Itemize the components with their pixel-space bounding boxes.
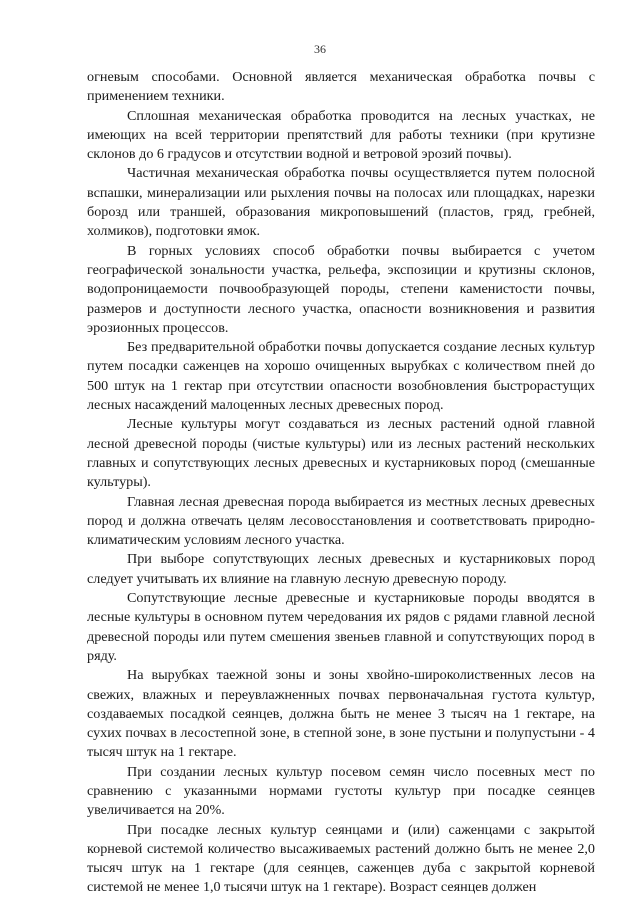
paragraph: Без предварительной обработки почвы допускается создание лесных культур путем посадки саженцев на хорошо очищенных вырубках с количеством пней до 500 штук на 1 гектар при отсутствии опасности возобновления быстрорастущих лесных насаждений малоценных лесных древесных пород.	[87, 339, 595, 414]
page-number: 36	[314, 42, 326, 56]
paragraph: Частичная механическая обработка почвы осуществляется путем полосной вспашки, минерализации или рыхления почвы на полосах или площадках, нарезки борозд или траншей, образования микроповышений (пластов, гряд, гребней, холмиков), подготовки ямок.	[87, 165, 595, 240]
paragraph: Главная лесная древесная порода выбирается из местных лесных древесных пород и должна отвечать целям лесовосстановления и соответствовать природно-климатическим условиям лесного участка.	[87, 493, 595, 549]
page-body	[87, 68, 595, 898]
paragraph: При создании лесных культур посевом семян число посевных мест по сравнению с указанными нормами густоты культур при посадке сеянцев увеличивается на 20%.	[87, 763, 595, 819]
paragraph: На вырубках таежной зоны и зоны хвойно-широколиственных лесов на свежих, влажных и переувлажненных почвах первоначальная густота культур, создаваемых посадкой сеянцев, должна быть не менее 3 тысяч на 1 гектаре, на сухих почвах в лесостепной зоне, в степной зоне, в зоне пустыни и полупустыни - 4 тысяч штук на 1 гектаре.	[87, 667, 595, 761]
paragraph: Лесные культуры могут создаваться из лесных растений одной главной лесной древесной породы (чистые культуры) или из лесных растений нескольких главных и сопутствующих лесных древесных и кустарниковых пород (смешанные культуры).	[87, 416, 595, 491]
paragraph: Сопутствующие лесные древесные и кустарниковые породы вводятся в лесные культуры в основном путем чередования их рядов с рядами главной лесной древесной породы или путем смешения звеньев главной и сопутствующих пород в ряду.	[87, 590, 595, 664]
paragraph: В горных условиях способ обработки почвы выбирается с учетом географической зональности участка, рельефа, экспозиции и крутизны склонов, водопроницаемости почвообразующей породы, степени каменистости почвы, размеров и доступности лесного участка, опасности возникновения и развития эрозионных процессов.	[87, 242, 595, 336]
paragraph: При выборе сопутствующих лесных древесных и кустарниковых пород следует учитывать их влияние на главную лесную древесную породу.	[87, 551, 595, 587]
paragraph: Сплошная механическая обработка проводится на лесных участках, не имеющих на всей территории препятствий для работы техники (при крутизне склонов до 6 градусов и отсутствии водной и ветровой эрозий почвы).	[87, 107, 595, 163]
paragraph: При посадке лесных культур сеянцами и (или) саженцами с закрытой корневой системой количество высаживаемых растений должно быть не менее 2,0 тысяч штук на 1 гектаре (для сеянцев, саженцев дуба с закрытой корневой системой не менее 1,0 тысячи штук на 1 гектаре). Возраст сеянцев должен	[87, 821, 595, 896]
paragraph-continuation: огневым способами. Основной является механическая обработка почвы с применением техники.	[87, 69, 595, 105]
